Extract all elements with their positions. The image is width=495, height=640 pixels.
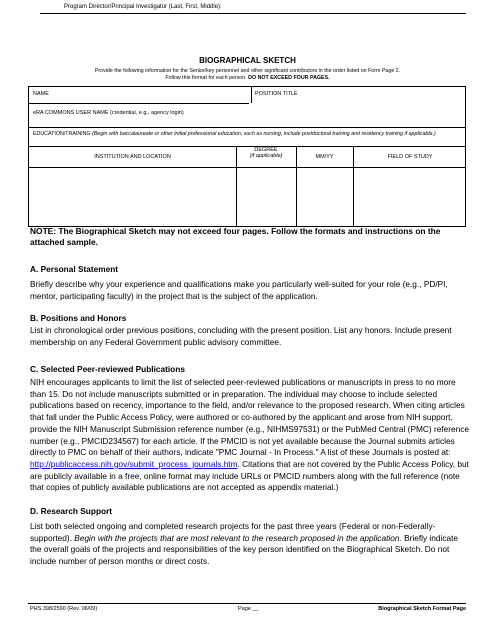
name-field-label: NAME	[33, 91, 49, 97]
page-number: Page __	[238, 606, 259, 612]
education-header-divider	[29, 167, 465, 168]
section-d-text-end: Briefly indicate the overall goals of the projects and responsibilities of the key person identified on the Biographical Sketch. Do not include number of person months or direct costs.	[30, 532, 459, 567]
column-divider-2	[296, 146, 297, 227]
footer-divider	[28, 603, 466, 604]
instructions-line-2-text: Follow this format for each person.	[165, 75, 247, 81]
page-limit-note: NOTE: The Biographical Sketch may not exceed four pages. Follow the formats and instructions on the attached sample.	[30, 226, 441, 247]
education-label-bold: EDUCATION/TRAINING	[33, 131, 91, 137]
column-divider-1	[236, 146, 237, 227]
form-box	[28, 86, 466, 227]
section-c-text	[30, 377, 470, 494]
header-divider	[40, 13, 466, 14]
era-row-divider	[29, 127, 465, 128]
section-b-text: List in chronological order previous positions, concluding with the present position. List any honors. Include present membership on any Federal Government public advisory committee.	[30, 325, 452, 347]
column-degree-title: DEGREE	[254, 147, 278, 153]
section-d-text-italic: Begin with the projects that are most relevant to the research proposed in the application.	[74, 532, 402, 543]
section-c-text-end: . Citations that are not covered by the Public Access Policy, but are publicly available in a free, online format may include URLs or PMCID numbers along with the full reference (note that copies of publicly available publications are not accepted as appendix material.)	[30, 458, 469, 493]
public-access-journals-link[interactable]: http://publicaccess.nih.gov/submit_process_journals.htm	[30, 458, 238, 469]
instructions-line-2	[0, 75, 495, 82]
section-b-heading: B. Positions and Honors	[30, 313, 127, 323]
footer-form-title: Biographical Sketch Format Page	[378, 606, 466, 612]
section-c-text-intro: NIH encourages applicants to limit the list of selected peer-reviewed publications or manuscripts in press to no more than 15. Do not include manuscripts submitted or in preparation. The individual may choose to include selected publications based on recency, importance to the field, and/or relevance to the proposed research. When citing articles that fall under the Public Access Policy, were authored or co-authored by the applicant and arose from NIH support, provide the NIH Manuscript Submission reference number (e.g., NIHMS97531) or the PubMed Central (PMC) reference number (e.g., PMCID234567) for each article. If the PMCID is not yet available because the Journal submits articles directly to PMC on behalf of their authors, indicate "PMC Journal - In Process." A list of these Journals is posted at:	[30, 377, 470, 458]
form-number: PHS 398/2590 (Rev. 06/09)	[30, 606, 98, 612]
instructions	[0, 68, 495, 82]
column-institution: INSTITUTION AND LOCATION	[94, 154, 171, 160]
column-degree	[236, 147, 296, 159]
education-label-italic: (Begin with baccalaureate or other initial professional education, such as nursing, include postdoctoral training and residency training if applicable.)	[92, 131, 436, 137]
education-label	[33, 131, 458, 138]
section-c-heading: C. Selected Peer-reviewed Publications	[30, 364, 185, 374]
section-a-text: Briefly describe why your experience and qualifications make you particularly well-suited for your role (e.g., PD/PI, mentor, participating faculty) in the project that is the subject of the application.	[30, 279, 448, 301]
column-degree-sub: (if applicable)	[249, 153, 283, 159]
page-title: BIOGRAPHICAL SKETCH	[199, 56, 296, 65]
name-row-divider	[29, 103, 249, 104]
column-divider-3	[353, 146, 354, 227]
section-d-text-plain: List both selected ongoing and completed research projects for the past three years (Federal or non-Federally-supported).	[30, 521, 436, 543]
section-d-text	[30, 521, 470, 568]
section-d-heading: D. Research Support	[30, 506, 113, 516]
instructions-line-1: Provide the following information for the Senior/key personnel and other significant contributors in the order listed on Form Page 2.	[94, 68, 401, 74]
section-a-heading: A. Personal Statement	[30, 264, 119, 274]
pd-name-label: Program Director/Principal Investigator (Last, First, Middle):	[64, 4, 222, 10]
era-field-label: eRA COMMONS USER NAME (credential, e.g., agency login)	[33, 110, 184, 116]
position-field-label: POSITION TITLE	[255, 91, 298, 97]
column-field-of-study: FIELD OF STUDY	[387, 154, 433, 160]
column-mmyy: MM/YY	[315, 154, 334, 160]
name-position-divider	[251, 87, 252, 103]
instructions-line-2-bold: DO NOT EXCEED FOUR PAGES.	[248, 75, 330, 81]
